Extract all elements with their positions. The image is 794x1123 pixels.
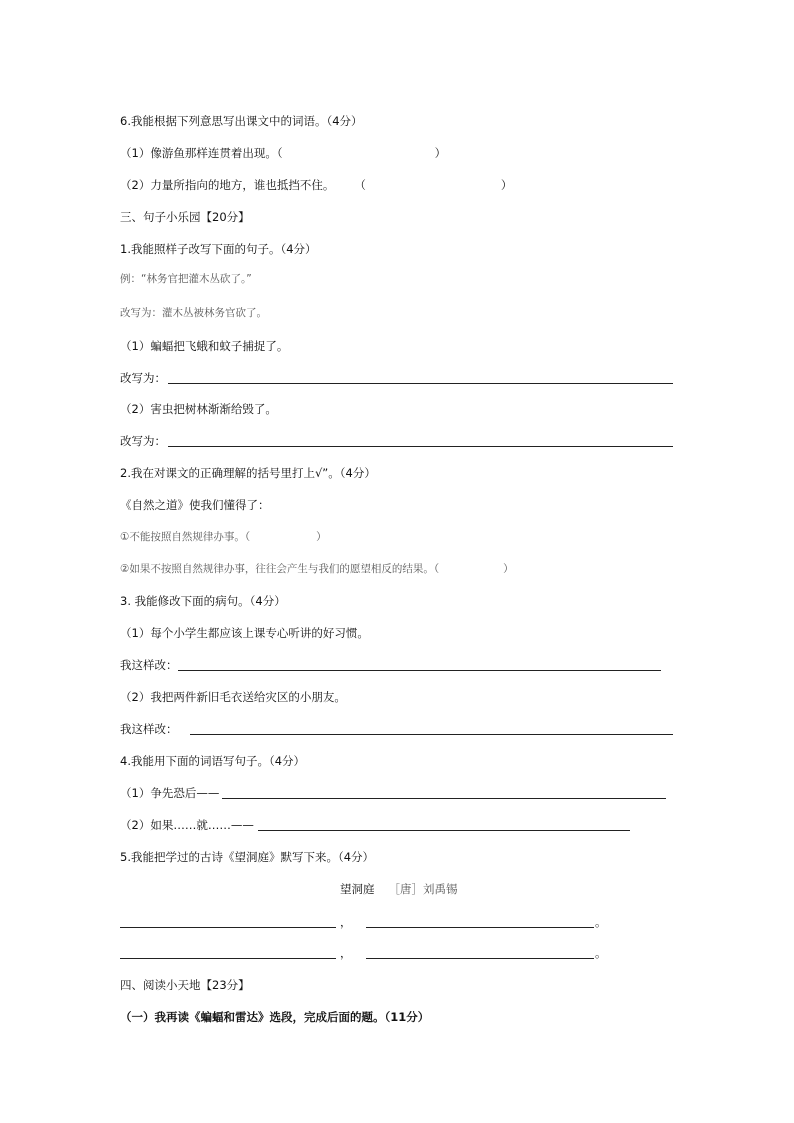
q6-item-2-open: （ [354, 178, 366, 192]
q6-item-1-text: （1）像游鱼那样连贯着出现。（ [120, 146, 283, 160]
s3-q3-answer-label-2: 我这样改： [120, 722, 178, 736]
section-4-title: 四、阅读小天地【23分】 [120, 978, 250, 992]
s3-q1-answer-line-1[interactable] [168, 383, 673, 384]
q6-item-2-close: ） [500, 178, 513, 192]
s3-q1-title: 1.我能照样子改写下面的句子。（4分） [120, 242, 317, 256]
s3-q3-answer-line-2[interactable] [190, 734, 673, 735]
poem-title: 望洞庭 [340, 882, 375, 896]
poem-heading [340, 881, 458, 897]
s3-q2-option-2 [120, 561, 514, 577]
s3-q2-option-2-close: ） [503, 563, 514, 575]
s3-q4-item-1: （1）争先恐后—— [120, 786, 220, 800]
s3-q3-answer-label-1: 我这样改： [120, 658, 178, 672]
s3-q1-item-1: （1）蝙蝠把飞蛾和蚊子捕捉了。 [120, 339, 289, 353]
section-3-title: 三、句子小乐园【20分】 [120, 210, 250, 224]
s3-q4-answer-line-2[interactable] [258, 830, 630, 831]
s3-q1-item-2: （2）害虫把树林渐渐给毁了。 [120, 402, 277, 416]
q6-item-2-text: （2）力量所指向的地方，谁也抵挡不住。 [120, 178, 335, 192]
s4-subsection-1: （一）我再读《蝙蝠和雷达》选段，完成后面的题。（11分） [120, 1010, 430, 1024]
s3-q2-lead: 《自然之道》使我们懂得了： [120, 498, 270, 512]
poem-line-2[interactable] [366, 927, 594, 928]
s3-q2-title: 2.我在对课文的正确理解的括号里打上√”。（4分） [120, 466, 376, 480]
q6-item-2 [120, 177, 512, 193]
poem-period-1: 。 [595, 915, 607, 929]
poem-line-3[interactable] [120, 958, 336, 959]
s3-q2-option-1-text: ①不能按照自然规律办事。（ [120, 531, 251, 543]
q6-item-1 [120, 145, 446, 161]
s3-q1-answer-label-2: 改写为： [120, 434, 166, 448]
s3-q4-item-2: （2）如果……就……—— [120, 818, 254, 832]
s3-q1-answer-line-2[interactable] [168, 446, 673, 447]
q6-item-1-close: ） [434, 146, 447, 160]
q6-title: 6.我能根据下列意思写出课文中的词语。（4分） [120, 114, 363, 128]
poem-line-4[interactable] [366, 958, 594, 959]
s3-q3-item-2: （2）我把两件新旧毛衣送给灾区的小朋友。 [120, 690, 346, 704]
s3-q2-option-1-close: ） [316, 531, 327, 543]
s3-q4-title: 4.我能用下面的词语写句子。（4分） [120, 754, 306, 768]
s3-q1-rewrite-example: 改写为：灌木丛被林务官砍了。 [120, 307, 267, 319]
s3-q1-example: 例：“林务官把灌木丛砍了。” [120, 273, 252, 285]
poem-line-1[interactable] [120, 927, 336, 928]
s3-q2-option-2-text: ②如果不按照自然规律办事，往往会产生与我们的愿望相反的结果。（ [120, 563, 440, 575]
poem-comma-2: ， [340, 946, 352, 960]
s3-q4-answer-line-1[interactable] [222, 798, 666, 799]
s3-q3-answer-line-1[interactable] [178, 670, 661, 671]
s3-q3-title: 3. 我能修改下面的病句。（4分） [120, 594, 286, 608]
s3-q1-answer-label-1: 改写为： [120, 371, 166, 385]
poem-author: ［唐］刘禹锡 [388, 882, 458, 896]
s3-q2-option-1 [120, 529, 327, 545]
s3-q3-item-1: （1）每个小学生都应该上课专心听讲的好习惯。 [120, 626, 369, 640]
poem-period-2: 。 [595, 946, 607, 960]
poem-comma-1: ， [340, 915, 352, 929]
s3-q5-title: 5.我能把学过的古诗《望洞庭》默写下来。（4分） [120, 850, 375, 864]
